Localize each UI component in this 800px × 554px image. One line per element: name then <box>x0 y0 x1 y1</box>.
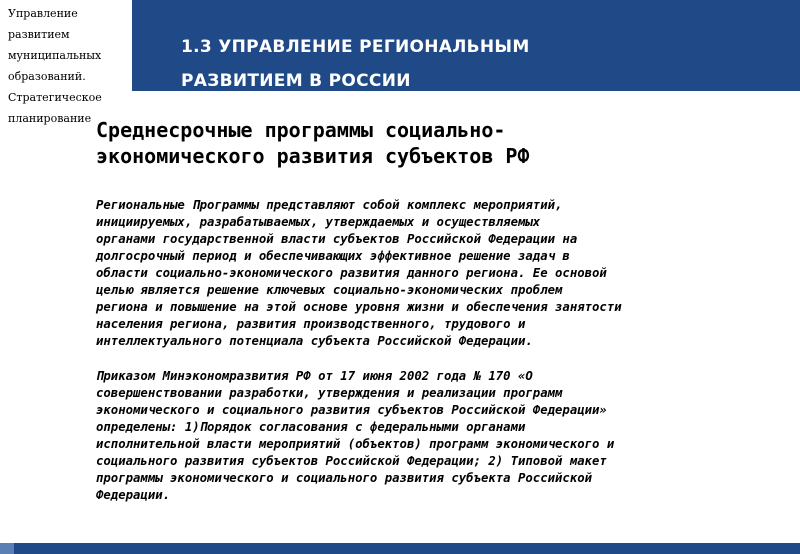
footer-accent <box>0 543 14 554</box>
footer-band <box>0 543 800 554</box>
text-line: Приказом Минэкономразвития РФ от 17 июня 2002 года № 170 «О <box>96 369 533 383</box>
paragraph-ministry-order <box>96 368 756 504</box>
text-line: программы экономического и социального развития субъекта Российской <box>96 471 593 485</box>
page-title <box>96 117 736 169</box>
section-title-line: 1.3 УПРАВЛЕНИЕ РЕГИОНАЛЬНЫМ <box>181 37 530 57</box>
text-line: совершенствовании разработки, утверждения и реализации программ <box>96 386 563 400</box>
text-line: Федерации. <box>96 488 171 502</box>
text-line: области социально-экономического развития данного региона. Ее основой <box>96 266 607 280</box>
sidebar-caption-line: Стратегическое <box>8 91 102 104</box>
text-line: долгосрочный период и обеспечивающих эффективное решение задач в <box>96 249 570 263</box>
text-line: интеллектуального потенциала субъекта Российской Федерации. <box>96 334 533 348</box>
sidebar-caption-box <box>0 0 132 125</box>
text-line: инициируемых, разрабатываемых, утверждаемых и осуществляемых <box>96 215 541 229</box>
page-title-line: экономического развития субъектов РФ <box>96 144 530 168</box>
sidebar-caption-line: планирование <box>8 112 92 125</box>
sidebar-caption-line: муниципальных <box>8 49 102 62</box>
paragraph-regional-programs <box>96 197 756 350</box>
text-line: определены: 1)Порядок согласования с федеральными органами <box>96 420 526 434</box>
page-title-line: Среднесрочные программы социально- <box>96 118 506 142</box>
text-line: целью является решение ключевых социально-экономических проблем <box>96 283 563 297</box>
text-line: социального развития субъектов Российской Федерации; 2) Типовой макет <box>96 454 607 468</box>
text-line: органами государственной власти субъектов Российской Федерации на <box>96 232 578 246</box>
text-line: исполнительной власти мероприятий (объектов) программ экономического и <box>96 437 615 451</box>
text-line: региона и повышение на этой основе уровня жизни и обеспечения занятости <box>96 300 622 314</box>
sidebar-caption-line: образований. <box>8 70 86 83</box>
text-line: Региональные Программы представляют собой комплекс мероприятий, <box>96 198 563 212</box>
section-title-line: РАЗВИТИЕМ В РОССИИ <box>181 71 411 91</box>
text-line: экономического и социального развития субъектов Российской Федерации» <box>96 403 607 417</box>
sidebar-caption-line: Управление развитием <box>8 7 78 41</box>
section-title <box>181 30 741 91</box>
text-line: населения региона, развития производственного, трудового и <box>96 317 526 331</box>
sidebar-caption <box>8 3 132 129</box>
